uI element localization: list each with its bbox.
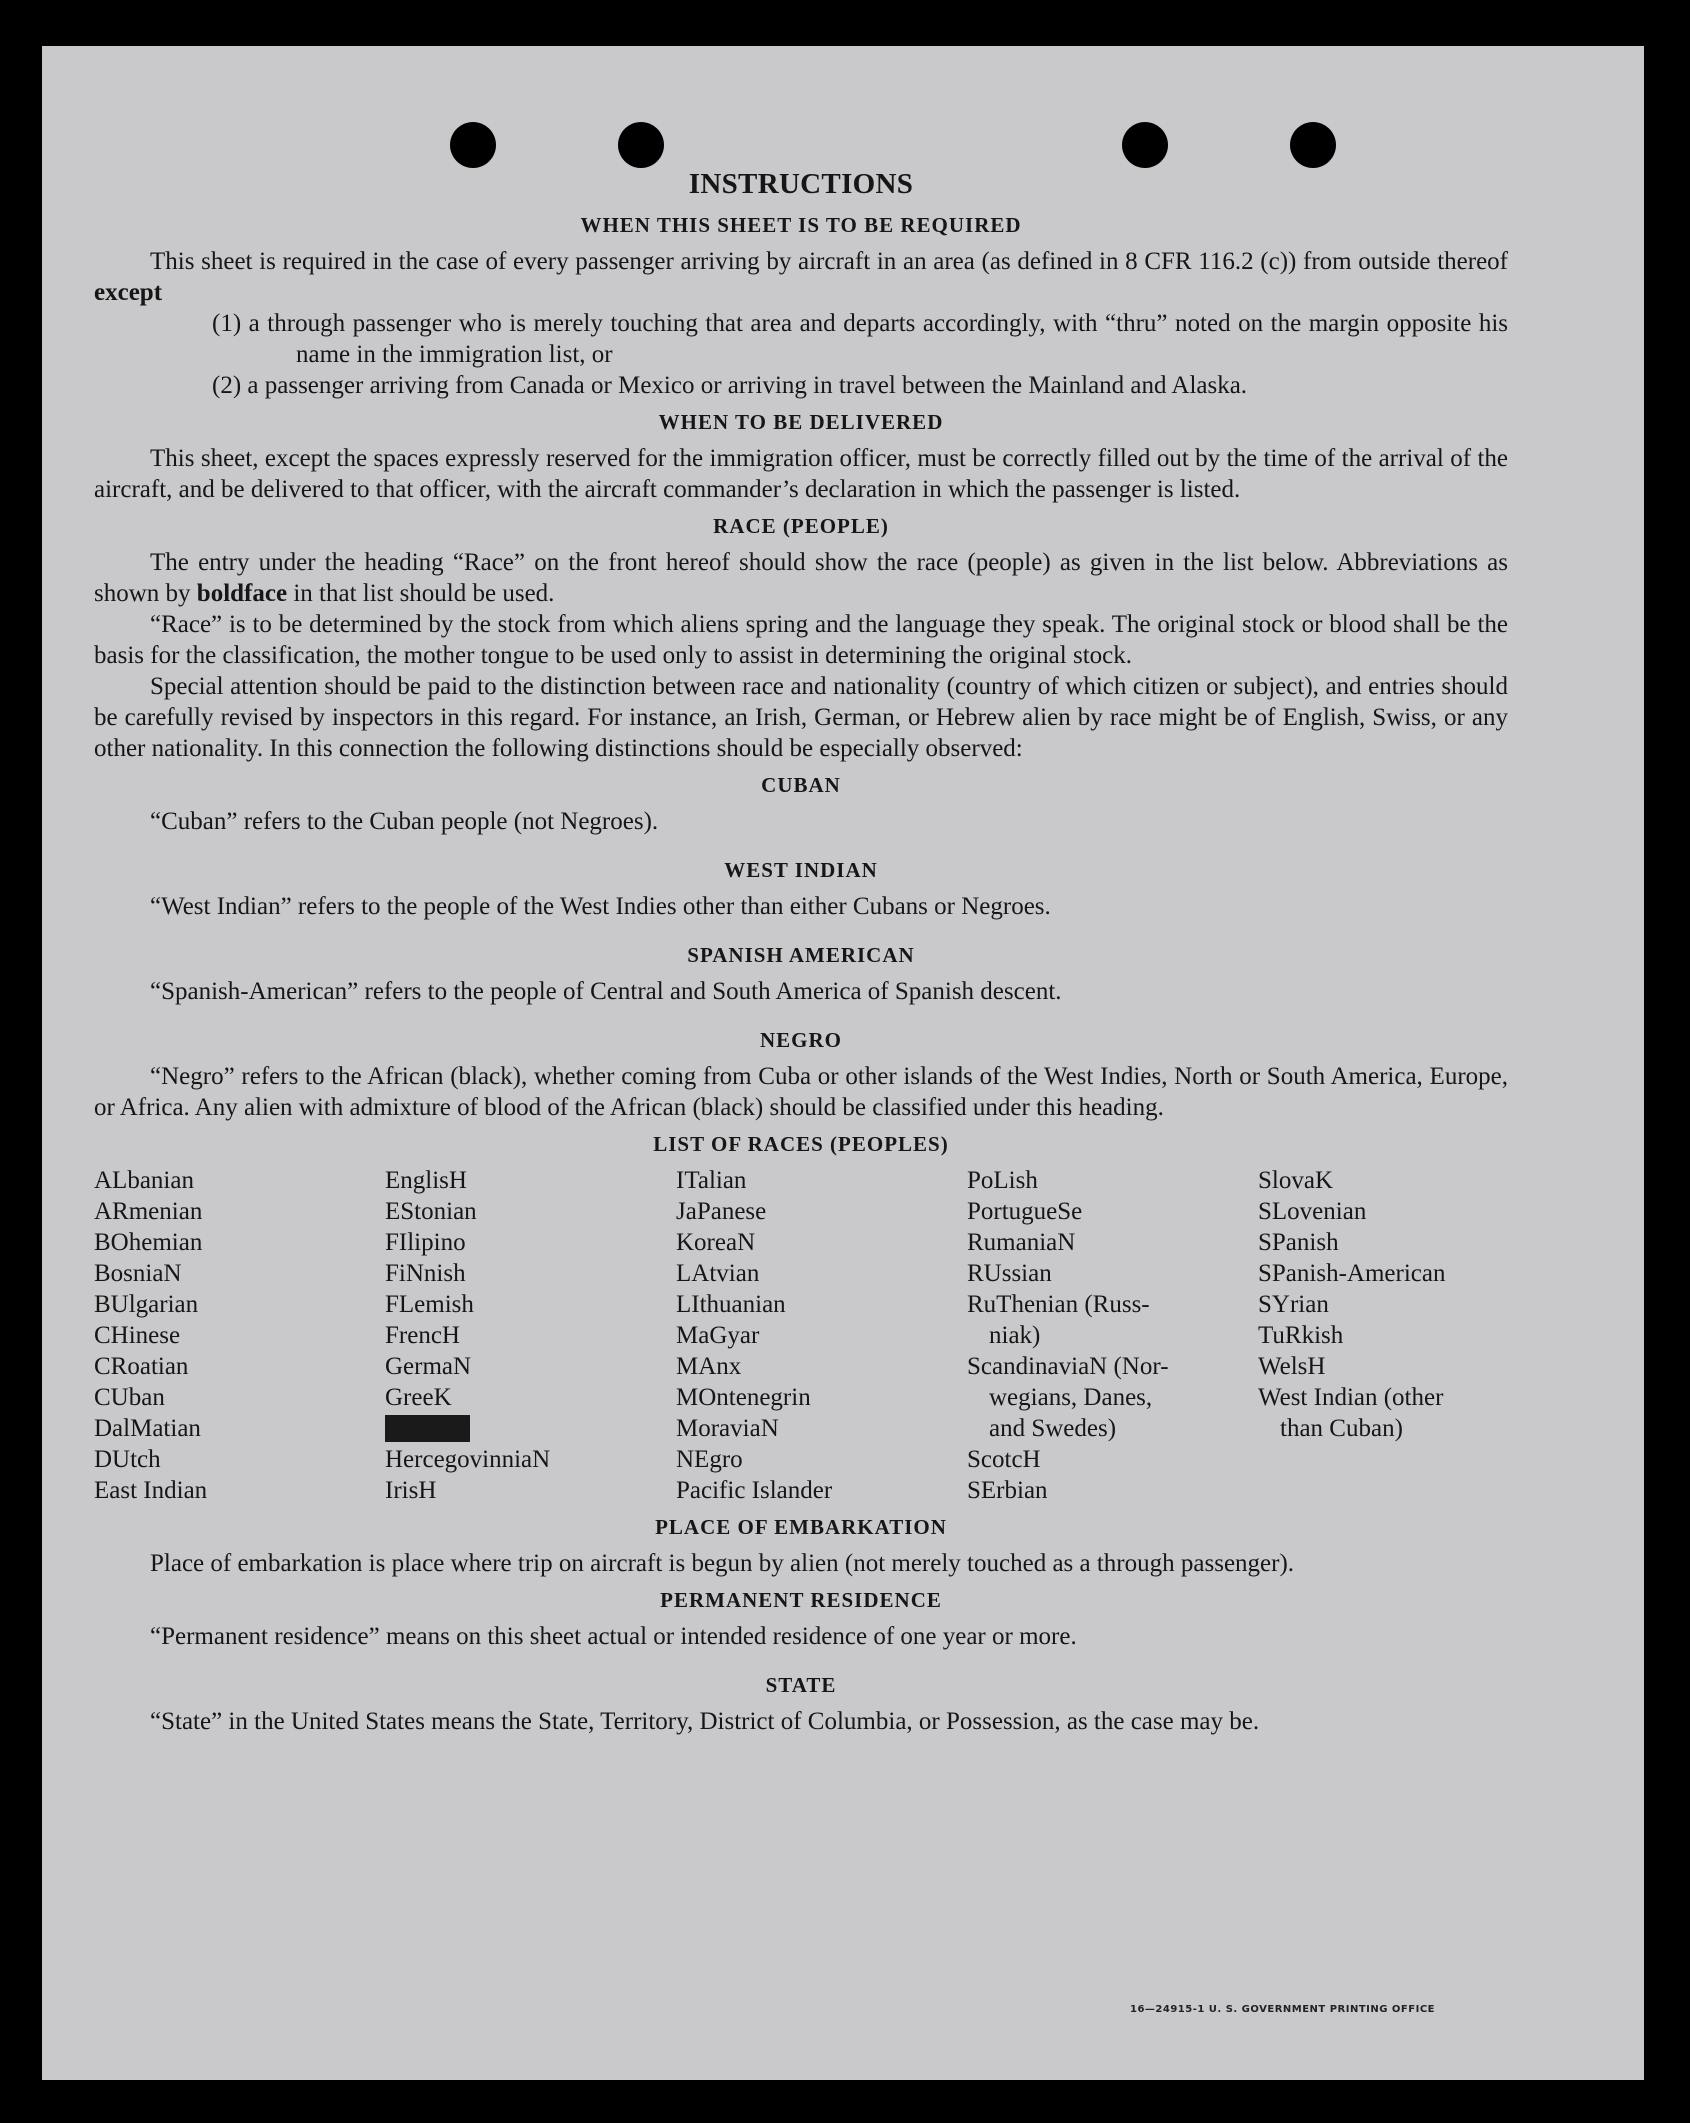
race-entry: GermaN <box>385 1353 472 1380</box>
race-p1-end: in that list should be used. <box>293 580 555 607</box>
race-entry: WelsH <box>1258 1353 1326 1380</box>
delivered-text: This sheet, except the spaces expressly reserved for the immigration officer, must be correctly filled out by the time of the arrival of the aircraft, and be delivered to that officer, with the aircraft commander’s declaration in which the passenger is listed. <box>94 445 1508 503</box>
race-entry: EStonian <box>385 1198 477 1225</box>
race-entry: DalMatian <box>94 1415 201 1442</box>
section-heading-cuban: CUBAN <box>761 773 841 797</box>
race-entry: TuRkish <box>1258 1322 1344 1349</box>
race-entry: MaGyar <box>676 1322 760 1349</box>
races-column-4 <box>967 1165 1247 1506</box>
races-list <box>94 1165 1508 1506</box>
section-heading-delivered: WHEN TO BE DELIVERED <box>658 410 944 434</box>
document-page <box>42 46 1644 2080</box>
race-paragraph-1 <box>94 547 1508 609</box>
race-entry: CUban <box>94 1384 165 1411</box>
negro-text: “Negro” refers to the African (black), whether coming from Cuba or other islands of the West Indies, North or South America, Europe, or Africa. Any alien with admixture of blood of the African (black) should be classified under this heading. <box>94 1063 1508 1121</box>
race-entry: SPanish-American <box>1258 1260 1446 1287</box>
race-entry: West Indian (other <box>1258 1384 1444 1411</box>
spanish-american-text: “Spanish-American” refers to the people of Central and South America of Spanish descent. <box>150 978 1062 1005</box>
required-intro-text: This sheet is required in the case of every passenger arriving by aircraft in an area (as defined in 8 CFR 116.2 (c)) from outside thereof <box>150 248 1508 275</box>
section-heading-negro: NEGRO <box>759 1028 842 1052</box>
race-p1-text: The entry under the heading “Race” on the front hereof should show the race (people) as given in the list below. Abbreviations as shown by <box>94 549 1508 607</box>
printer-imprint: 16—24915-1 U. S. GOVERNMENT PRINTING OFFICE <box>1130 2004 1435 2015</box>
cuban-text: “Cuban” refers to the Cuban people (not Negroes). <box>150 808 659 835</box>
document-body <box>94 164 1508 1737</box>
section-heading-residence: PERMANENT RESIDENCE <box>660 1588 942 1612</box>
race-entry: FLemish <box>385 1291 474 1318</box>
race-entry: PortugueSe <box>967 1198 1083 1225</box>
race-entry-continued: niak) <box>989 1322 1041 1349</box>
race-entry: LAtvian <box>676 1260 760 1287</box>
race-entry: MOntenegrin <box>676 1384 811 1411</box>
race-entry: RumaniaN <box>967 1229 1076 1256</box>
races-column-1 <box>94 1165 374 1506</box>
race-entry: CRoatian <box>94 1353 189 1380</box>
section-heading-state: STATE <box>765 1673 837 1697</box>
race-entry: HercegovinniaN <box>385 1446 551 1473</box>
race-entry: SlovaK <box>1258 1167 1333 1194</box>
race-entry: BUlgarian <box>94 1291 199 1318</box>
race-entry: ScotcH <box>967 1446 1041 1473</box>
exception-item-2: (2) a passenger arriving from Canada or Mexico or arriving in travel between the Mainland and Alaska. <box>212 372 1248 399</box>
embarkation-text: Place of embarkation is place where trip on aircraft is begun by alien (not merely touched as a through passenger). <box>150 1550 1295 1577</box>
west-indian-text: “West Indian” refers to the people of the West Indies other than either Cubans or Negroes. <box>150 893 1051 920</box>
race-entry: ALbanian <box>94 1167 194 1194</box>
race-entry: MAnx <box>676 1353 742 1380</box>
residence-text: “Permanent residence” means on this sheet actual or intended residence of one year or more. <box>150 1623 1077 1650</box>
race-p1-bold: boldface <box>196 580 288 607</box>
race-entry: SPanish <box>1258 1229 1339 1256</box>
race-entry: EnglisH <box>385 1167 467 1194</box>
race-paragraph-3: Special attention should be paid to the distinction between race and nationality (country of which citizen or subject), and entries should be carefully revised by inspectors in this regard. For instance, an Irish, German, or Hebrew alien by race might be of English, Swiss, or any other nationality. In this connection the following distinctions should be especially observed: <box>94 673 1508 762</box>
race-entry-redacted-text: HebreW <box>385 1415 470 1442</box>
section-heading-races-list: LIST OF RACES (PEOPLES) <box>653 1132 949 1156</box>
race-entry-continued: and Swedes) <box>989 1415 1117 1442</box>
race-entry: FrencH <box>385 1322 460 1349</box>
section-heading-required: WHEN THIS SHEET IS TO BE REQUIRED <box>580 213 1022 237</box>
required-intro <box>94 246 1508 308</box>
race-entry: DUtch <box>94 1446 161 1473</box>
race-entry-continued: than Cuban) <box>1280 1415 1403 1442</box>
race-entry: FiNnish <box>385 1260 466 1287</box>
race-entry: Pacific Islander <box>676 1477 833 1504</box>
race-entry: SErbian <box>967 1477 1048 1504</box>
section-heading-west-indian: WEST INDIAN <box>724 858 878 882</box>
race-entry: ITalian <box>676 1167 747 1194</box>
race-entry: FIlipino <box>385 1229 466 1256</box>
races-column-5 <box>1258 1165 1508 1506</box>
races-column-3 <box>676 1165 956 1506</box>
race-entry: PoLish <box>967 1167 1038 1194</box>
race-entry: BosniaN <box>94 1260 182 1287</box>
section-heading-spanish-american: SPANISH AMERICAN <box>687 943 915 967</box>
race-entry: JaPanese <box>676 1198 767 1225</box>
race-entry: NEgro <box>676 1446 743 1473</box>
page-title: INSTRUCTIONS <box>688 168 914 200</box>
race-entry: IrisH <box>385 1477 437 1504</box>
punch-hole <box>450 122 496 168</box>
race-entry: SYrian <box>1258 1291 1329 1318</box>
race-entry: GreeK <box>385 1384 452 1411</box>
required-intro-except: except <box>94 279 163 306</box>
race-entry: BOhemian <box>94 1229 203 1256</box>
punch-hole <box>618 122 664 168</box>
race-entry: RUssian <box>967 1260 1052 1287</box>
race-paragraph-2: “Race” is to be determined by the stock from which aliens spring and the language they speak. The original stock or blood shall be the basis for the classification, the mother tongue to be used only to assist in determining the original stock. <box>94 611 1508 669</box>
races-column-2 <box>385 1165 665 1506</box>
race-entry: ScandinaviaN (Nor- <box>967 1353 1169 1380</box>
race-entry: East Indian <box>94 1477 208 1504</box>
punch-hole <box>1290 122 1336 168</box>
race-entry: MoraviaN <box>676 1415 779 1442</box>
race-entry: ARmenian <box>94 1198 203 1225</box>
punch-hole <box>1122 122 1168 168</box>
race-entry: RuThenian (Russ- <box>967 1291 1150 1318</box>
section-heading-embarkation: PLACE OF EMBARKATION <box>655 1515 947 1539</box>
exception-item-1: (1) a through passenger who is merely touching that area and departs accordingly, with “thru” noted on the margin opposite his name in the immigration list, or <box>212 310 1508 368</box>
race-entry: CHinese <box>94 1322 181 1349</box>
state-text: “State” in the United States means the State, Territory, District of Columbia, or Possession, as the case may be. <box>150 1708 1260 1735</box>
race-entry: LIthuanian <box>676 1291 786 1318</box>
race-entry: SLovenian <box>1258 1198 1367 1225</box>
race-entry-continued: wegians, Danes, <box>989 1384 1153 1411</box>
section-heading-race: RACE (PEOPLE) <box>713 514 889 538</box>
race-entry-redacted <box>385 1413 665 1444</box>
race-entry: KoreaN <box>676 1229 756 1256</box>
